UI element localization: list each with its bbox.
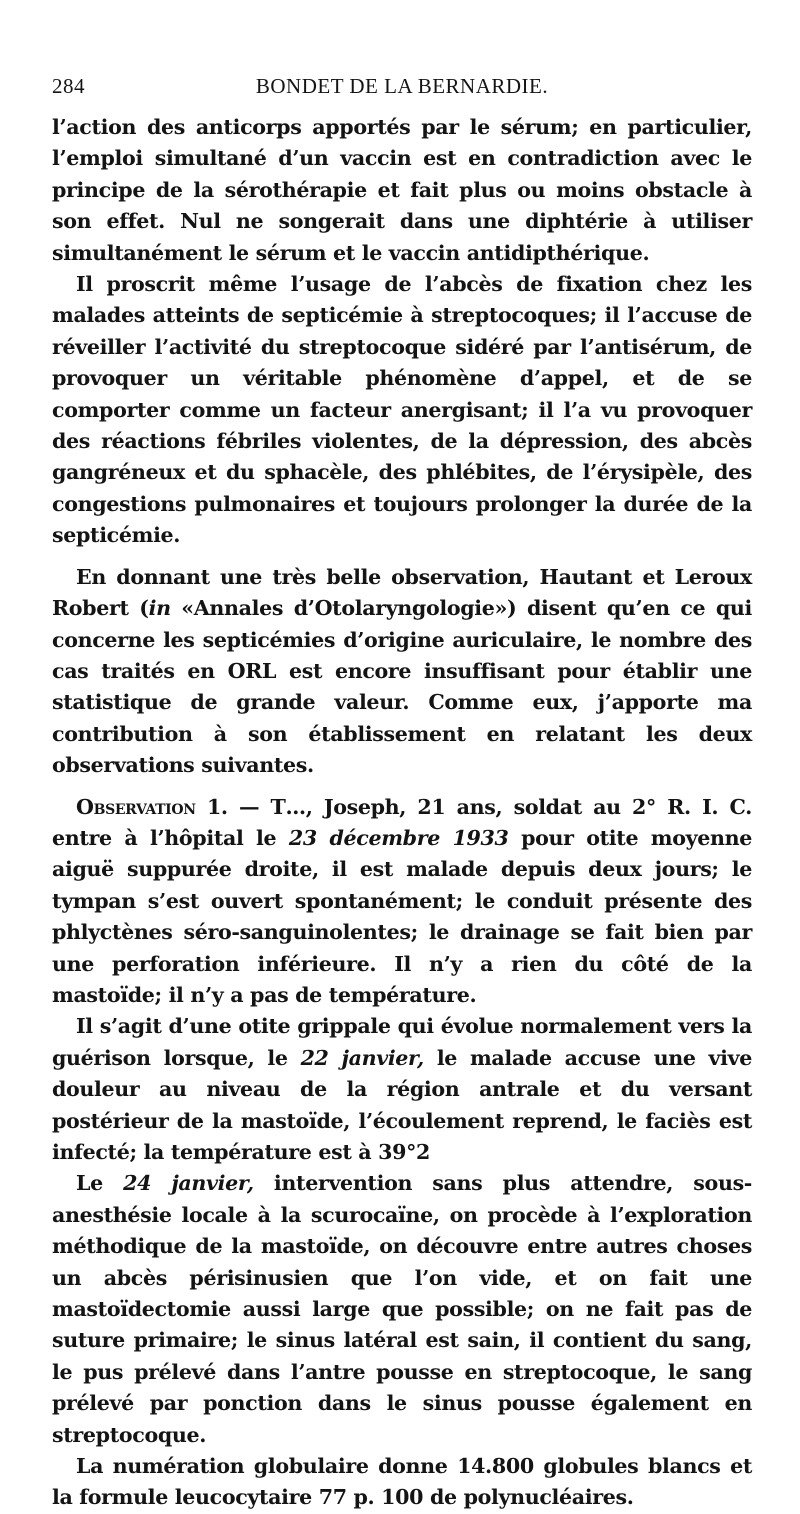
text-run: En donnant une très belle observation, Hautant et Leroux Robert ( xyxy=(52,564,752,621)
paragraph-observation-1 xyxy=(52,792,752,1012)
page-header xyxy=(52,74,752,108)
text-run: «Annales d’Otolaryngologie») disent qu’en ce qui concerne les septicémies d’origine auriculaire, le nombre des cas traités en ORL est encore insuffisant pour établir une statistique de grande valeur. Comme eux, j’apporte ma contribution à son établissement en relatant les deux observations suivantes. xyxy=(52,596,752,778)
paragraph-intervention xyxy=(52,1168,752,1451)
text-run: 24 janvier, xyxy=(123,1171,254,1196)
paragraph-grippal-otitis xyxy=(52,1011,752,1168)
paragraph-serum-action xyxy=(52,112,752,269)
text-run: intervention sans plus attendre, sous-anesthésie locale à la scurocaïne, on procède à l’exploration méthodique de la mastoïde, on découvre entre autres choses un abcès périsinusien que l’on vide, et on fait une mastoïdectomie aussi large que possible; on ne fait pas de suture primaire; le sinus latéral est sain, il contient du sang, le pus prélevé dans l’antre pousse en streptocoque, le sang prélevé par ponction dans le sinus pousse également en streptocoque. xyxy=(52,1171,753,1447)
text-run: 22 janvier, xyxy=(300,1045,424,1070)
paragraph-fixation-abscess xyxy=(52,269,752,552)
text-run: pour otite moyenne aiguë suppurée droite, il est malade depuis deux jours; le tympan s’est ouvert spontanément; le conduit présente des phlyctènes séro-sanguinolentes; le drainage se fait bien par une perforation inférieure. Il n’y a rien du côté de la mastoïde; il n’y a pas de température. xyxy=(52,825,752,1007)
text-run: — T…, Joseph, 21 ans, soldat au 2° R. I. C. entre à l’hôpital le xyxy=(52,794,752,850)
paragraph-hautant-leroux xyxy=(52,562,752,782)
text-run: La numération globulaire donne 14.800 globules blancs et la formule leucocytaire 77 p. 100 de polynucléaires. xyxy=(52,1454,752,1510)
text-run: l’action des anticorps apportés par le sérum; en particulier, l’emploi simultané d’un vaccin est en contradiction avec le principe de la sérothérapie et fait plus ou moins obstacle à son effet. Nul ne songerait dans une diphtérie à utiliser simultanément le sérum et le vaccin antidipthérique. xyxy=(52,115,752,265)
page-number: 284 xyxy=(52,74,85,98)
paragraph-blood-count xyxy=(52,1451,752,1514)
text-run: Il s’agit d’une otite grippale qui évolue normalement vers la guérison lorsque, le xyxy=(52,1014,752,1070)
text-run: le malade accuse une vive douleur au niveau de la région antrale et du versant postérieur de la mastoïde, l’écoulement reprend, le faciès est infecté; la température est à 39°2 xyxy=(52,1045,752,1164)
running-title: BONDET DE LA BERNARDIE. xyxy=(255,74,549,98)
body-text xyxy=(52,112,752,1514)
text-run: in xyxy=(148,596,171,621)
text-run: Il proscrit même l’usage de l’abcès de fixation chez les malades atteints de septicémie à streptocoques; il l’accuse de réveiller l’activité du streptocoque sidéré par l’antisérum, de provoquer un véritable phénomène d’appel, et de se comporter comme un facteur anergisant; il l’a vu provoquer des réactions fébriles violentes, de la dépression, des abcès gangréneux et du sphacèle, des phlébites, de l’érysipèle, des congestions pulmonaires et toujours prolonger la durée de la septicémie. xyxy=(52,272,752,548)
text-run: 23 décembre 1933 xyxy=(288,825,509,850)
text-run: Observation 1. xyxy=(76,794,228,819)
text-run: Le xyxy=(76,1171,124,1196)
